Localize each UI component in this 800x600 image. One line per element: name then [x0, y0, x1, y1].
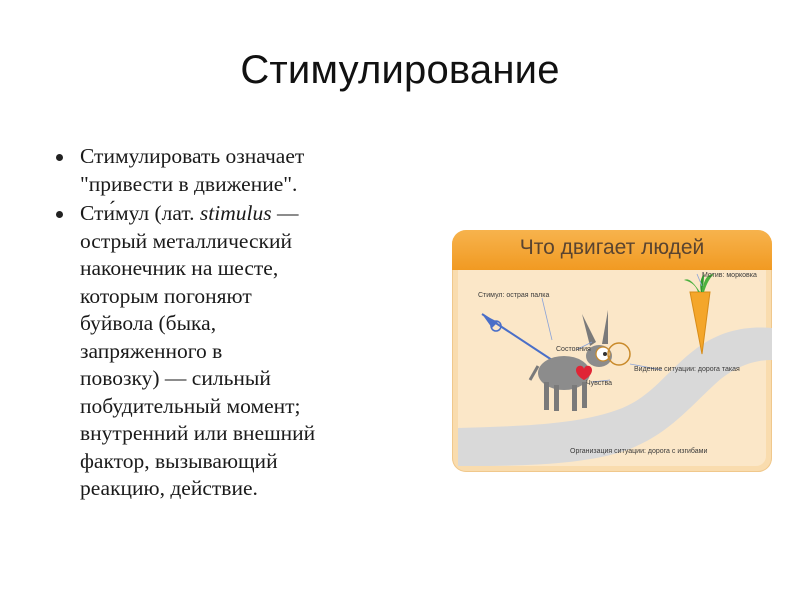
latin-term: stimulus	[199, 201, 272, 225]
bullet-2-line-1-text: Сти́мул (лат.	[80, 201, 200, 225]
illustration-card	[452, 230, 772, 472]
bullet-2-line-7: повозку) — сильный	[80, 366, 271, 390]
bullet-list	[52, 143, 392, 505]
bullet-2-line-10: фактор, вызывающий	[80, 448, 278, 473]
bullet-dot	[56, 154, 63, 161]
label-motive: Мотив: морковка	[702, 272, 757, 279]
bullet-dot	[56, 211, 63, 218]
slide-title: Стимулирование	[240, 48, 560, 92]
bullet-1-line-1: Стимулировать означает	[80, 144, 305, 168]
donkey-icon	[530, 310, 630, 411]
bullet-2-line-6: запряженного в	[80, 338, 223, 363]
illustration-title: Что двигает людей	[519, 236, 705, 259]
label-feelings: Чувства	[586, 380, 613, 387]
bullet-2-line-8: побудительный момент;	[80, 393, 301, 418]
bullet-2-line-1	[80, 200, 392, 228]
donkey-carrot-drawing	[452, 230, 772, 472]
bullet-2-line-9: внутренний или внешний	[80, 421, 316, 445]
label-state: Состояния	[556, 346, 591, 353]
label-vision: Видение ситуации: дорога такая	[634, 366, 740, 373]
label-stimulus: Стимул: острая палка	[478, 292, 550, 299]
bullet-2-line-3: наконечник на шесте,	[80, 256, 279, 280]
bullet-1-line-2: "привести в движение".	[80, 171, 298, 196]
bullet-item-2	[52, 200, 392, 503]
road-shape	[458, 328, 772, 466]
latin-dash: —	[271, 201, 299, 225]
bullet-2-line-11: реакцию, действие.	[80, 476, 258, 500]
bullet-item-1	[52, 143, 392, 198]
bullet-2-line-4: которым погоняют	[80, 283, 252, 308]
bullet-2-line-5: буйвола (быка,	[80, 311, 217, 335]
stick-icon	[482, 314, 552, 360]
label-organization: Организация ситуации: дорога с изгибами	[570, 448, 708, 455]
bullet-2-line-2: острый металлический	[80, 228, 292, 253]
